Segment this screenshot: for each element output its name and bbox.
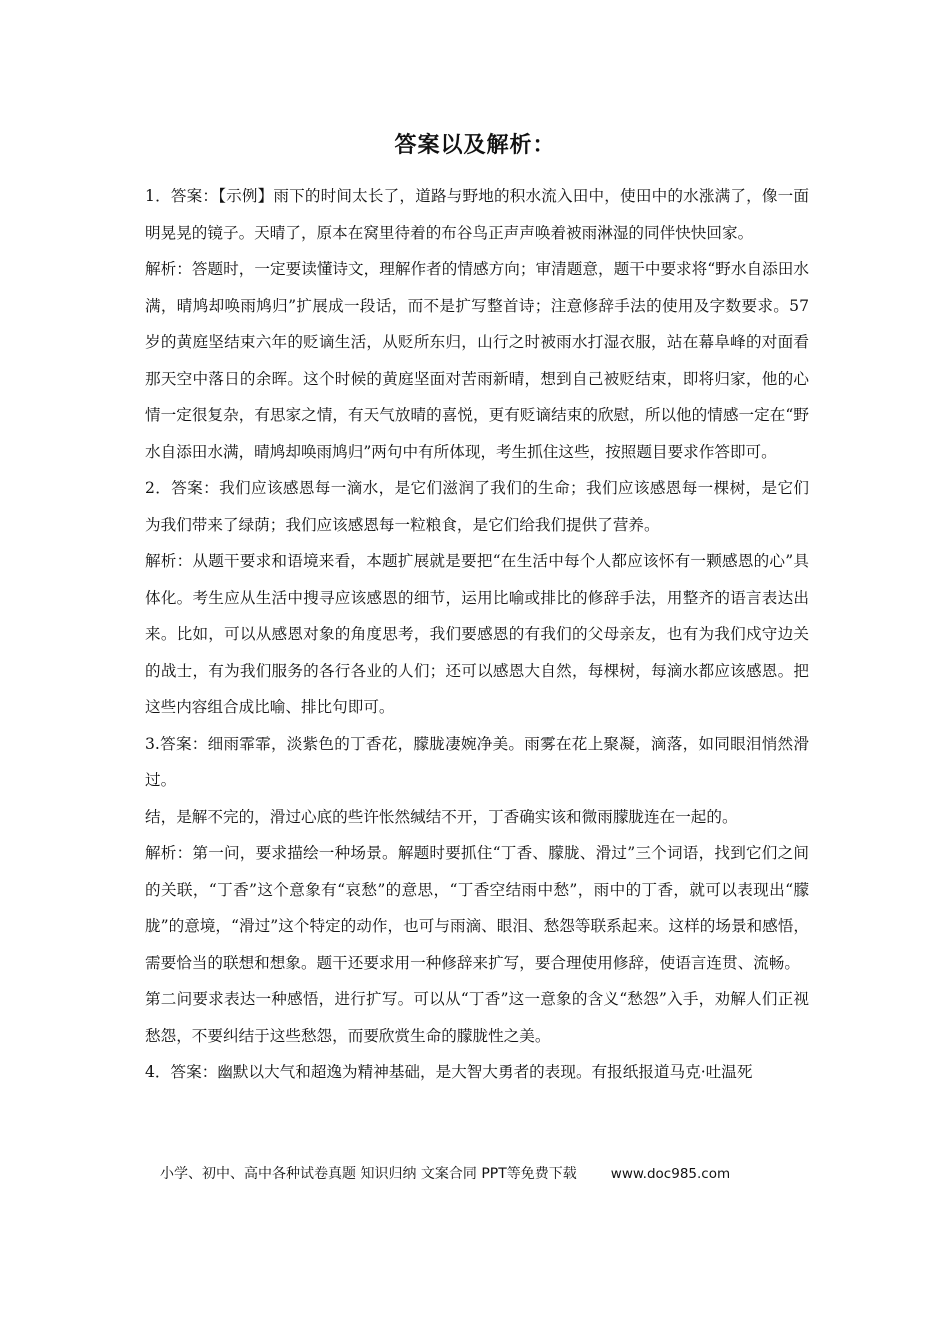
- answer-4-paragraph: 4．答案：幽默以大气和超逸为精神基础，是大智大勇者的表现。有报纸报道马克·吐温死: [145, 1063, 753, 1081]
- answer-3-part-2-paragraph: 结，是解不完的，滑过心底的些许怅然缄结不开，丁香确实该和微雨朦胧连在一起的。: [145, 807, 738, 826]
- page-title: 答案以及解析：: [394, 133, 556, 158]
- answer-1-paragraph: 1．答案：【示例】雨下的时间太长了，道路与野地的积水流入田中，使田中的水涨满了，像一面明晃晃的镜子。天晴了，原本在窝里待着的布谷鸟正声声唤着被雨淋湿的同伴快快回家。: [145, 187, 809, 242]
- analysis-2-paragraph: 解析：从题干要求和语境来看，本题扩展就是要把“在生活中每个人都应该怀有一颗感恩的心”具体化。考生应从生活中搜寻应该感恩的细节，运用比喻或排比的修辞手法，用整齐的语言表达出来。比如，可以从感恩对象的角度思考，我们要感恩的有我们的父母亲友，也有为我们戍守边关的战士，有为我们服务的各行各业的人们；还可以感恩大自然，每棵树，每滴水都应该感恩。把这些内容组合成比喻、排比句即可。: [145, 552, 809, 716]
- footer-text: 小学、初中、高中各种试卷真题 知识归纳 文案合同 PPT等免费下载: [160, 1166, 577, 1182]
- page-footer: [160, 1163, 730, 1183]
- footer-site-link[interactable]: www.doc985.com: [610, 1166, 731, 1182]
- analysis-1-paragraph: 解析：答题时，一定要读懂诗文，理解作者的情感方向；审清题意，题干中要求将“野水自添田水满，晴鸠却唤雨鸠归”扩展成一段话，而不是扩写整首诗；注意修辞手法的使用及字数要求。57岁的黄庭坚结束六年的贬谪生活，从贬所东归，山行之时被雨水打湿衣服，站在幕阜峰的对面看那天空中落日的余晖。这个时候的黄庭坚面对苦雨新晴，想到自己被贬结束，即将归家，他的心情一定很复杂，有思家之情，有天气放晴的喜悦，更有贬谪结束的欣慰，所以他的情感一定在“野水自添田水满，晴鸠却唤雨鸠归”两句中有所体现，考生抓住这些，按照题目要求作答即可。: [145, 260, 809, 461]
- answer-3-paragraph: 3.答案：细雨霏霏，淡紫色的丁香花，朦胧凄婉净美。雨雾在花上聚凝，滴落，如同眼泪悄然滑过。: [145, 734, 809, 789]
- answer-2-paragraph: 2．答案：我们应该感恩每一滴水，是它们滋润了我们的生命；我们应该感恩每一棵树，是它们为我们带来了绿荫；我们应该感恩每一粒粮食，是它们给我们提供了营养。: [145, 479, 809, 534]
- analysis-3-paragraph: 解析：第一问，要求描绘一种场景。解题时要抓住“丁香、朦胧、滑过”三个词语，找到它们之间的关联，“丁香”这个意象有“哀愁”的意思，“丁香空结雨中愁”，雨中的丁香，就可以表现出“朦胧”的意境，“滑过”这个特定的动作，也可与雨滴、眼泪、愁怨等联系起来。这样的场景和感悟，需要恰当的联想和想象。题干还要求用一种修辞来扩写，要合理使用修辞，使语言连贯、流畅。: [145, 844, 809, 972]
- document-body: [145, 178, 809, 1091]
- analysis-3-part-2-paragraph: 第二问要求表达一种感悟，进行扩写。可以从“丁香”这一意象的含义“愁怨”入手，劝解人们正视愁怨，不要纠结于这些愁怨，而要欣赏生命的朦胧性之美。: [145, 990, 809, 1045]
